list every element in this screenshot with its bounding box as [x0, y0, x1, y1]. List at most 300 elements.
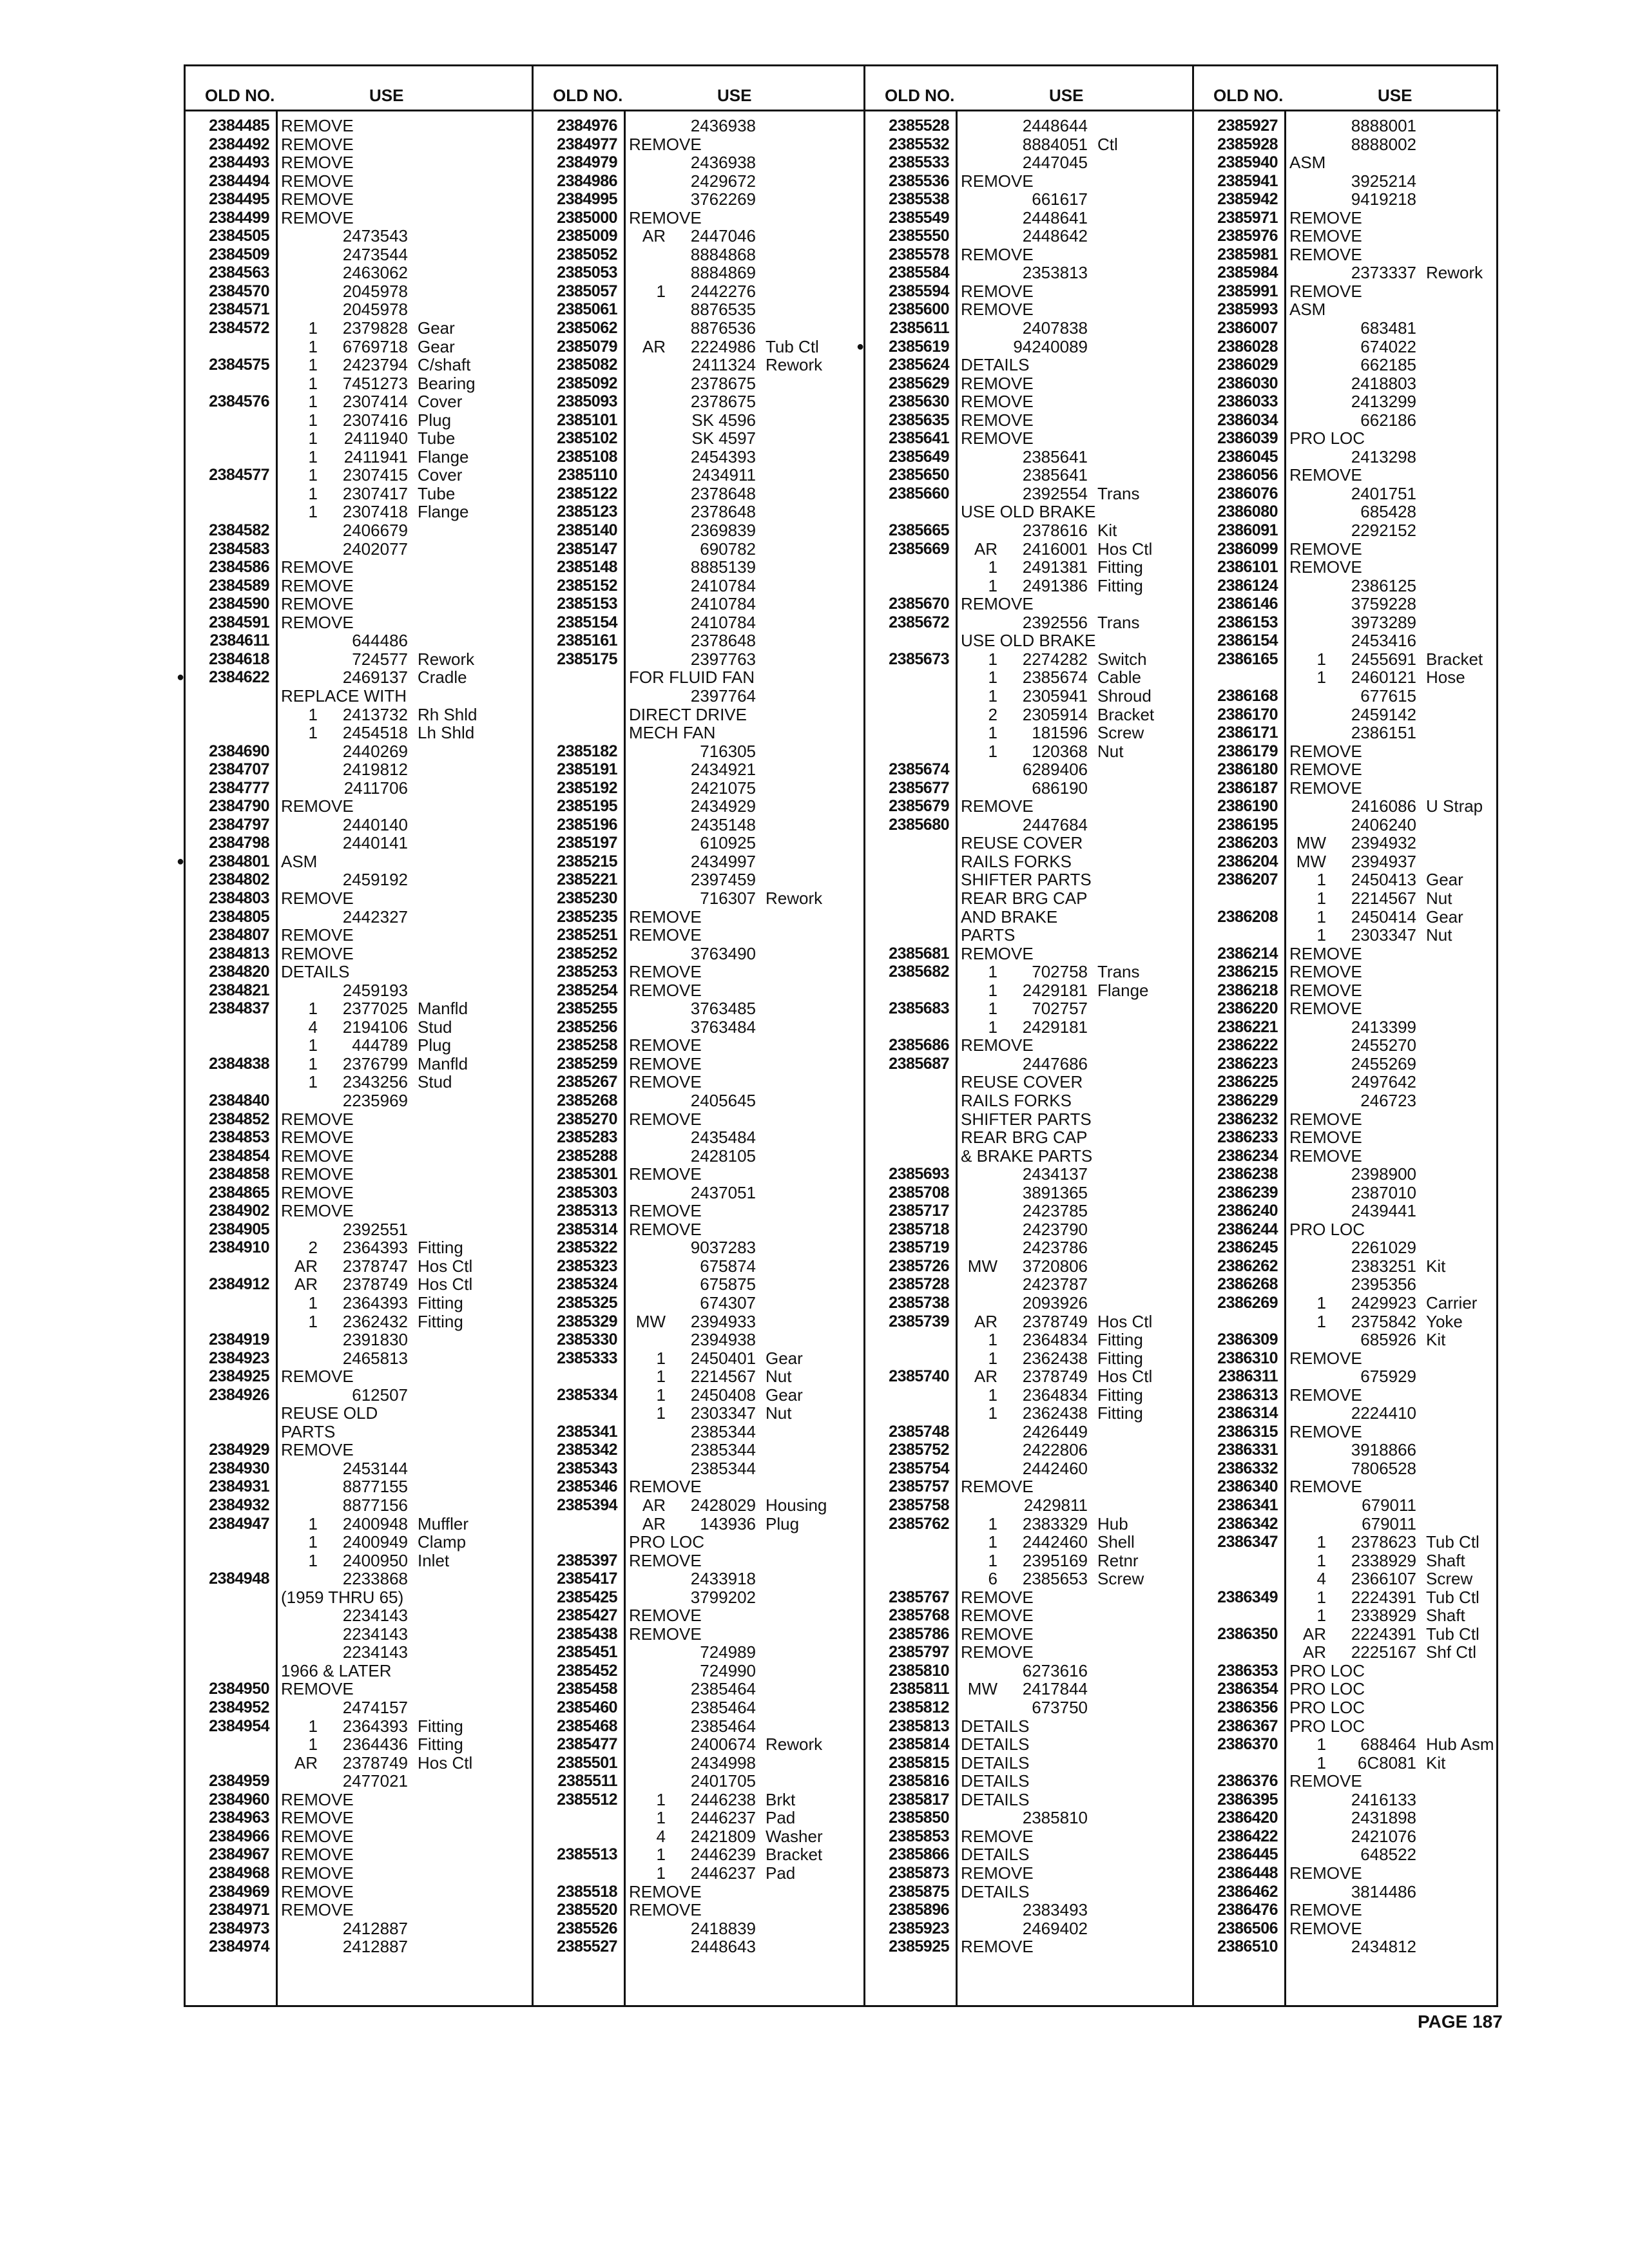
new-part-number: 8888002 [1351, 134, 1416, 154]
use-note: REMOVE [281, 557, 354, 577]
table-row [186, 1735, 532, 1754]
old-number: 2384509 [209, 245, 269, 264]
old-number: 2385624 [889, 356, 949, 374]
old-number: 2384777 [209, 778, 269, 797]
table-row [1194, 1441, 1500, 1459]
old-number: 2385082 [557, 356, 617, 374]
table-row [865, 1643, 1192, 1662]
old-number: 2385817 [889, 1790, 949, 1809]
table-row [1194, 668, 1500, 687]
quantity: 1 [1316, 907, 1326, 927]
old-number: 2385941 [1217, 171, 1278, 190]
use-header: USE [717, 86, 752, 105]
use-note: ASM [1289, 153, 1326, 173]
use-note: REMOVE [1289, 1900, 1362, 1920]
quantity: 1 [308, 1035, 318, 1055]
quantity: 1 [308, 502, 318, 522]
old-number: 2385251 [557, 926, 617, 945]
old-number: 2386506 [1217, 1919, 1278, 1937]
quantity: 1 [656, 1367, 666, 1387]
old-number: 2385154 [557, 613, 617, 631]
old-number: 2385102 [557, 429, 617, 448]
old-number: 2386207 [1217, 870, 1278, 889]
old-number: 2385053 [557, 264, 617, 282]
old-number: 2385927 [1217, 117, 1278, 135]
new-part-number: 2413732 [342, 704, 408, 724]
table-row [186, 908, 532, 927]
table-row [186, 1588, 532, 1607]
new-part-number: 2434997 [690, 851, 756, 871]
new-part-number: 724990 [700, 1660, 756, 1680]
table-row [534, 1901, 863, 1919]
table-row [186, 1018, 532, 1037]
old-number: 2385718 [889, 1220, 949, 1238]
old-number: 2384923 [209, 1349, 269, 1367]
table-row [186, 870, 532, 889]
table-row [865, 1312, 1192, 1331]
table-row [865, 300, 1192, 319]
table-row [865, 1698, 1192, 1717]
old-number: 2384591 [209, 613, 269, 631]
quantity: AR [642, 1495, 666, 1515]
new-part-number: 2429181 [1022, 1017, 1088, 1037]
table-row [186, 945, 532, 963]
use-note: REMOVE [1289, 943, 1362, 963]
table-row [1194, 135, 1500, 154]
new-part-number: 2235969 [342, 1090, 408, 1110]
new-part-number: 2440141 [342, 833, 408, 853]
new-part-number: 2450414 [1351, 907, 1416, 927]
old-number: 2386445 [1217, 1845, 1278, 1864]
table-row [186, 577, 532, 595]
use-note: REMOVE [281, 925, 354, 945]
table-row [865, 411, 1192, 430]
part-description: Hos Ctl [1097, 539, 1153, 559]
use-note: REMOVE [281, 1201, 354, 1221]
use-note: 1966 & LATER [281, 1660, 392, 1680]
old-number: 2385594 [889, 282, 949, 300]
table-row [186, 981, 532, 1000]
use-note: REMOVE [629, 925, 702, 945]
table-row [865, 319, 1192, 338]
old-number: 2384813 [209, 944, 269, 963]
table-row [534, 724, 863, 742]
old-number: 2385767 [889, 1588, 949, 1606]
new-part-number: 644486 [352, 631, 408, 651]
new-part-number: 2378675 [690, 373, 756, 393]
table-column [856, 66, 1194, 2005]
new-part-number: 2377025 [342, 999, 408, 1019]
use-note: MECH FAN [629, 723, 716, 743]
new-part-number: 2362432 [342, 1311, 408, 1331]
new-part-number: 2429672 [690, 171, 756, 191]
part-description: Gear [418, 336, 455, 356]
quantity: AR [294, 1256, 318, 1276]
old-number: 2386268 [1217, 1275, 1278, 1294]
old-number: 2385984 [1217, 264, 1278, 282]
table-row [534, 1331, 863, 1349]
old-number: 2385161 [557, 631, 617, 650]
new-part-number: 2305941 [1022, 686, 1088, 706]
use-note: REMOVE [629, 1624, 702, 1644]
table-row [865, 1662, 1192, 1680]
old-number: 2385477 [557, 1735, 617, 1754]
table-row [1194, 797, 1500, 816]
table-row [534, 1184, 863, 1202]
part-description: Rework [766, 1735, 823, 1754]
old-number: 2385686 [889, 1036, 949, 1055]
new-part-number: 702757 [1032, 999, 1088, 1019]
old-number: 2384968 [209, 1863, 269, 1882]
use-header: USE [1378, 86, 1412, 105]
new-part-number: 2303347 [1351, 925, 1416, 945]
use-note: REMOVE [1289, 1771, 1362, 1791]
new-part-number: 2474157 [342, 1698, 408, 1718]
quantity: 1 [988, 999, 998, 1019]
old-number: 2385270 [557, 1110, 617, 1128]
table-row [534, 521, 863, 540]
table-row [534, 926, 863, 945]
table-row [534, 779, 863, 798]
old-number: 2384499 [209, 208, 269, 227]
old-number: 2386234 [1217, 1146, 1278, 1165]
table-row [186, 1901, 532, 1919]
new-part-number: 2214567 [1351, 888, 1416, 908]
new-part-number: 444789 [352, 1035, 408, 1055]
table-row [1194, 760, 1500, 779]
old-number: 2385619 [889, 337, 949, 356]
use-note: PRO LOC [1289, 1660, 1365, 1680]
part-description: Nut [766, 1367, 792, 1387]
new-part-number: 2385464 [690, 1716, 756, 1736]
table-row [186, 1202, 532, 1220]
old-number: 2386033 [1217, 392, 1278, 411]
old-number: 2385679 [889, 797, 949, 816]
quantity: 1 [988, 668, 998, 687]
new-part-number: 3763485 [690, 999, 756, 1019]
old-number: 2385079 [557, 337, 617, 356]
table-row [865, 1570, 1192, 1588]
old-number: 2386232 [1217, 1110, 1278, 1128]
quantity: AR [642, 336, 666, 356]
table-row [534, 209, 863, 227]
use-note: REMOVE [629, 207, 702, 227]
use-note: REMOVE [961, 796, 1034, 816]
quantity: AR [1302, 1624, 1326, 1644]
old-number: 2384931 [209, 1477, 269, 1496]
new-part-number: 2440140 [342, 814, 408, 834]
new-part-number: 702758 [1032, 962, 1088, 982]
part-description: Hos Ctl [1097, 1311, 1153, 1331]
table-row [856, 336, 1192, 356]
use-note: REMOVE [1289, 1128, 1362, 1148]
table-row [1194, 374, 1500, 393]
table-row [534, 172, 863, 191]
new-part-number: 679011 [1362, 1495, 1416, 1515]
table-row [534, 1423, 863, 1441]
new-part-number: 2378648 [690, 502, 756, 522]
quantity: 1 [988, 1403, 998, 1423]
quantity: 2 [988, 704, 998, 724]
quantity: 1 [656, 1789, 666, 1809]
use-note: DETAILS [961, 1845, 1030, 1865]
part-description: Shell [1097, 1532, 1135, 1552]
use-note: PRO LOC [1289, 1698, 1365, 1718]
old-number: 2384577 [209, 466, 269, 485]
old-number: 2384905 [209, 1220, 269, 1238]
table-row [186, 742, 532, 761]
old-number: 2385451 [557, 1643, 617, 1662]
table-row [186, 1809, 532, 1827]
table-row [534, 834, 863, 852]
old-number: 2386225 [1217, 1073, 1278, 1091]
table-row [534, 429, 863, 448]
new-part-number: 2410784 [690, 575, 756, 595]
table-row [1194, 503, 1500, 521]
use-note: REMOVE [961, 373, 1034, 393]
old-number: 2386367 [1217, 1716, 1278, 1735]
part-description: U Strap [1426, 796, 1483, 816]
table-row [1194, 1018, 1500, 1037]
old-number: 2384979 [557, 153, 617, 172]
use-note: (1959 THRU 65) [281, 1587, 404, 1607]
new-part-number: 2400674 [690, 1735, 756, 1754]
old-number: 2385748 [889, 1422, 949, 1441]
old-number: 2385501 [557, 1753, 617, 1772]
column-header [534, 66, 863, 111]
old-number: 2385253 [557, 963, 617, 981]
new-part-number: 143936 [700, 1514, 756, 1533]
table-row [534, 1367, 863, 1386]
table-row [534, 668, 863, 687]
new-part-number: 2379828 [342, 318, 408, 338]
part-description: Retnr [1097, 1550, 1139, 1570]
table-row [186, 687, 532, 706]
new-part-number: 2434929 [690, 796, 756, 816]
part-description: Rework [766, 888, 823, 908]
table-row [186, 429, 532, 448]
new-part-number: 94240089 [1013, 336, 1088, 356]
quantity: 1 [988, 980, 998, 1000]
use-note: REMOVE [281, 943, 354, 963]
quantity: 1 [988, 1385, 998, 1405]
new-part-number: 2385810 [1022, 1808, 1088, 1828]
table-row [1194, 521, 1500, 540]
part-description: Pad [766, 1863, 796, 1883]
table-row [1194, 963, 1500, 981]
new-part-number: 685428 [1360, 502, 1416, 522]
new-part-number: 2419812 [342, 760, 408, 780]
table-row [865, 466, 1192, 485]
old-number: 2386045 [1217, 447, 1278, 466]
table-row [186, 999, 532, 1018]
old-number: 2385942 [1217, 190, 1278, 209]
old-number: 2385971 [1217, 208, 1278, 227]
new-part-number: 675875 [700, 1274, 756, 1294]
use-note: REMOVE [961, 1606, 1034, 1626]
old-number: 2385009 [557, 227, 617, 245]
table-row [865, 852, 1192, 871]
quantity: 4 [308, 1017, 318, 1037]
table-row [1194, 577, 1500, 595]
part-description: Gear [1426, 870, 1463, 890]
new-part-number: 3762269 [690, 189, 756, 209]
old-number: 2386091 [1217, 521, 1278, 540]
part-description: Shaft [1426, 1550, 1465, 1570]
table-row [534, 1735, 863, 1754]
old-number: 2384947 [209, 1514, 269, 1533]
table-row [1194, 1367, 1500, 1386]
old-number: 2384611 [209, 631, 269, 650]
table-row [865, 797, 1192, 816]
use-note: REMOVE [281, 796, 354, 816]
new-part-number: 2386125 [1351, 575, 1416, 595]
new-part-number: 2463062 [342, 263, 408, 283]
old-number: 2385520 [557, 1901, 617, 1919]
table-row [534, 908, 863, 927]
use-note: REMOVE [1289, 778, 1362, 798]
old-number: 2385650 [889, 466, 949, 485]
part-description: Brkt [766, 1789, 796, 1809]
table-row [865, 1680, 1192, 1698]
new-part-number: 2448644 [1022, 116, 1088, 135]
table-row [865, 889, 1192, 908]
table-row [534, 319, 863, 338]
part-description: Manfld [418, 1053, 468, 1073]
new-part-number: 2395356 [1351, 1274, 1416, 1294]
table-row [1194, 1845, 1500, 1864]
old-number: 2384575 [209, 356, 269, 374]
table-row [1194, 1588, 1500, 1607]
use-note: REMOVE [629, 1900, 702, 1920]
quantity: 1 [988, 557, 998, 577]
table-row [1194, 245, 1500, 264]
old-number: 2384954 [209, 1716, 269, 1735]
old-number: 2385813 [889, 1716, 949, 1735]
table-row [534, 1018, 863, 1037]
new-part-number: 2383251 [1351, 1256, 1416, 1276]
old-number: 2385670 [889, 595, 949, 613]
old-number: 2386340 [1217, 1477, 1278, 1496]
table-row [1194, 1515, 1500, 1533]
table-row [1194, 687, 1500, 706]
table-row [1194, 1883, 1500, 1901]
table-row [865, 687, 1192, 706]
old-number: 2385672 [889, 613, 949, 631]
table-row [865, 356, 1192, 374]
new-part-number: 2385641 [1022, 465, 1088, 485]
old-no-header: OLD NO. [1213, 86, 1284, 105]
table-row [865, 945, 1192, 963]
new-part-number: 2446237 [690, 1808, 756, 1828]
table-row [1194, 1937, 1500, 1956]
new-part-number: 7451273 [342, 373, 408, 393]
use-note: REMOVE [961, 1624, 1034, 1644]
table-row [1194, 319, 1500, 338]
part-description: Bracket [766, 1845, 823, 1865]
old-number: 2385762 [889, 1514, 949, 1533]
part-description: Stud [418, 1017, 452, 1037]
table-row [186, 1331, 532, 1349]
new-part-number: 2353813 [1022, 263, 1088, 283]
old-number: 2385152 [557, 576, 617, 595]
table-row [865, 1515, 1192, 1533]
old-number: 2386376 [1217, 1772, 1278, 1791]
old-number: 2385533 [889, 153, 949, 172]
new-part-number: 2233868 [342, 1569, 408, 1589]
table-row [1194, 926, 1500, 945]
use-note: REMOVE [629, 1606, 702, 1626]
table-row [186, 227, 532, 245]
part-description: Nut [766, 1403, 792, 1423]
new-part-number: 2307416 [342, 410, 408, 430]
part-description: Fitting [1097, 1385, 1143, 1405]
old-number: 2385255 [557, 999, 617, 1018]
old-number: 2385196 [557, 815, 617, 834]
table-row [534, 1147, 863, 1166]
old-number: 2386314 [1217, 1404, 1278, 1423]
table-row [186, 1036, 532, 1055]
table-row [534, 503, 863, 521]
old-number: 2386476 [1217, 1901, 1278, 1919]
old-number: 2385976 [1217, 227, 1278, 245]
use-note: & BRAKE PARTS [961, 1146, 1093, 1166]
table-row [186, 1937, 532, 1956]
new-part-number: 2378623 [1351, 1532, 1416, 1552]
use-note: DETAILS [961, 1716, 1030, 1736]
old-number: 2386034 [1217, 410, 1278, 429]
table-row [865, 1552, 1192, 1570]
new-part-number: 2442327 [342, 907, 408, 927]
table-row [186, 650, 532, 669]
table-row [186, 1662, 532, 1680]
table-row [534, 540, 863, 559]
table-row [534, 1919, 863, 1938]
table-row [865, 999, 1192, 1018]
new-part-number: 675874 [700, 1256, 756, 1276]
table-row [186, 319, 532, 338]
new-part-number: 3759228 [1351, 594, 1416, 614]
table-row [865, 1275, 1192, 1294]
table-row [186, 595, 532, 613]
old-number: 2385669 [889, 539, 949, 558]
old-number: 2385329 [557, 1312, 617, 1331]
new-part-number: 2397763 [690, 649, 756, 669]
use-note: REMOVE [1289, 741, 1362, 761]
new-part-number: 2378747 [342, 1256, 408, 1276]
old-number: 2386240 [1217, 1202, 1278, 1220]
old-number: 2384485 [209, 117, 269, 135]
table-row [865, 668, 1192, 687]
old-number: 2385850 [889, 1809, 949, 1827]
new-part-number: 2378749 [342, 1274, 408, 1294]
use-note: REMOVE [281, 1863, 354, 1883]
quantity: 1 [308, 392, 318, 412]
new-part-number: 2045978 [342, 300, 408, 320]
new-part-number: 686190 [1032, 778, 1088, 798]
old-number: 2385717 [889, 1202, 949, 1220]
use-note: AND BRAKE [961, 907, 1058, 927]
old-no-header: OLD NO. [885, 86, 955, 105]
table-row [534, 1533, 863, 1552]
new-part-number: 2307418 [342, 502, 408, 522]
new-part-number: 2447046 [690, 226, 756, 246]
new-part-number: 2385653 [1022, 1569, 1088, 1589]
part-description: Bearing [418, 373, 476, 393]
old-number: 2385630 [889, 392, 949, 411]
new-part-number: 3799202 [690, 1587, 756, 1607]
quantity: 1 [988, 962, 998, 982]
